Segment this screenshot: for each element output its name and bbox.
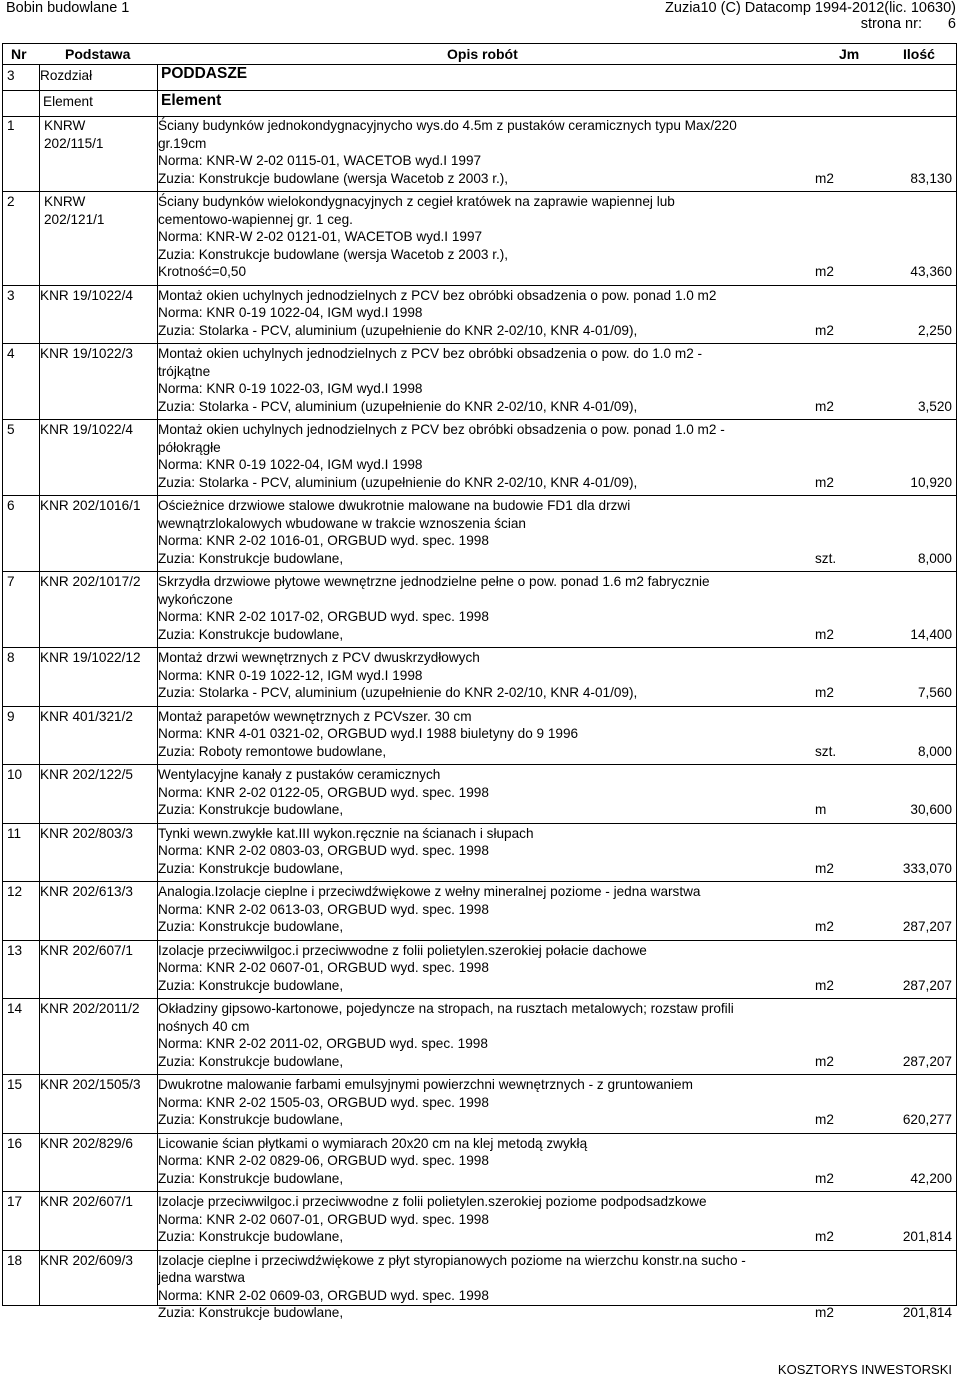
item-description-line: Zuzia: Stolarka - PCV, aluminium (uzupełnienie do KNR 2-02/10, KNR 4-01/09), xyxy=(158,474,638,490)
item-divider xyxy=(3,764,956,765)
item-nr: 13 xyxy=(7,942,23,958)
item-quantity: 30,600 xyxy=(910,802,952,817)
item-description-line: Wentylacyjne kanały z pustaków ceramicznych xyxy=(158,767,441,782)
item-nr: 4 xyxy=(7,346,15,361)
item-description-line: Izolacje cieplne i przeciwdźwiękowe z płyt styropianowych poziome na wierzchu konstr.na sucho - xyxy=(158,1252,746,1268)
item-podstawa: KNR 19/1022/3 xyxy=(40,346,133,361)
item-podstawa: KNR 19/1022/4 xyxy=(40,287,133,303)
item-divider xyxy=(3,823,956,824)
item-description-line: Zuzia: Konstrukcje budowlane, xyxy=(158,802,344,817)
item-quantity: 333,070 xyxy=(902,860,952,876)
item-podstawa: KNR 202/122/5 xyxy=(40,767,133,782)
item-description-line: Okładziny gipsowo-kartonowe, pojedyncze na stropach, na rusztach metalowych; rozstaw profili xyxy=(158,1001,734,1016)
item-nr: 1 xyxy=(7,118,15,133)
document-footer: KOSZTORYS INWESTORSKI xyxy=(777,1362,952,1377)
item-nr: 15 xyxy=(7,1077,23,1092)
item-description-line: Dwukrotne malowanie farbami emulsyjnymi powierzchni wewnętrznych - z gruntowaniem xyxy=(158,1077,693,1092)
item-description-line: cementowo-wapiennej gr. 1 ceg. xyxy=(158,211,353,227)
item-description-line: Zuzia: Roboty remontowe budowlane, xyxy=(158,743,387,759)
item-quantity: 43,360 xyxy=(910,264,952,279)
item-quantity: 201,814 xyxy=(902,1229,952,1244)
item-description-line: Zuzia: Konstrukcje budowlane, xyxy=(158,860,344,876)
item-description-line: Ściany budynków wielokondygnacyjnych z cegieł kratówek na zaprawie wapiennej lub xyxy=(158,194,675,209)
item-quantity: 287,207 xyxy=(902,1053,952,1069)
item-unit: szt. xyxy=(815,550,837,566)
item-quantity: 14,400 xyxy=(910,626,952,642)
item-description-line: Tynki wewn.zwykłe kat.III wykon.ręcznie na ścianach i słupach xyxy=(158,825,534,841)
item-description-line: nośnych 40 cm xyxy=(158,1018,250,1034)
item-unit: m2 xyxy=(815,977,834,993)
item-nr: 8 xyxy=(7,650,15,665)
item-podstawa: KNR 202/613/3 xyxy=(40,884,133,899)
item-quantity: 8,000 xyxy=(917,743,952,759)
item-description-line: Zuzia: Konstrukcje budowlane (wersja Wacetob z 2003 r.), xyxy=(158,170,509,186)
item-description-line: Norma: KNR 2-02 2011-02, ORGBUD wyd. spec. 1998 xyxy=(158,1036,488,1051)
item-quantity: 3,520 xyxy=(917,398,952,414)
item-divider xyxy=(3,881,956,882)
item-description-line: Montaż parapetów wewnętrznych z PCVszer. 30 cm xyxy=(158,708,472,724)
item-unit: m2 xyxy=(815,685,834,700)
item-divider xyxy=(3,647,956,648)
item-divider xyxy=(3,706,956,707)
item-divider xyxy=(3,343,956,344)
section-title: PODDASZE xyxy=(161,65,248,82)
item-podstawa: KNR 401/321/2 xyxy=(40,708,133,724)
item-description-line: Norma: KNR-W 2-02 0121-01, WACETOB wyd.I 1997 xyxy=(158,229,483,244)
item-divider xyxy=(3,419,956,420)
item-description-line: Montaż okien uchylnych jednodzielnych z PCV bez obróbki obsadzenia o pow. ponad 1.0 m2 xyxy=(158,287,717,303)
item-description-line: Norma: KNR 2-02 0829-06, ORGBUD wyd. spec. 1998 xyxy=(158,1153,489,1168)
item-podstawa: KNR 202/829/6 xyxy=(40,1135,133,1151)
item-description-line: Analogia.Izolacje cieplne i przeciwdźwiękowe z wełny mineralnej poziome - jedna warstwa xyxy=(158,884,701,899)
item-nr: 17 xyxy=(7,1194,23,1209)
item-quantity: 620,277 xyxy=(902,1112,952,1127)
item-nr: 18 xyxy=(7,1252,23,1268)
section-podstawa: Rozdział xyxy=(40,68,93,83)
item-quantity: 2,250 xyxy=(917,322,952,338)
page-indicator xyxy=(861,16,956,32)
item-nr: 11 xyxy=(7,825,22,841)
item-divider xyxy=(3,1250,956,1251)
item-divider xyxy=(3,571,956,572)
item-description-line: wykończone xyxy=(158,591,233,607)
item-quantity: 10,920 xyxy=(910,474,952,490)
column-header-opis: Opis robót xyxy=(447,46,518,62)
item-description-line: Norma: KNR-W 2-02 0115-01, WACETOB wyd.I 1997 xyxy=(158,153,482,168)
item-description-line: Zuzia: Konstrukcje budowlane, xyxy=(158,1229,344,1244)
item-description-line: Montaż okien uchylnych jednodzielnych z PCV bez obróbki obsadzenia o pow. ponad 1.0 m2 - xyxy=(158,422,725,437)
item-description-line: Montaż drzwi wewnętrznych z PCV dwuskrzydłowych xyxy=(158,650,480,665)
item-nr: 6 xyxy=(7,498,15,513)
item-nr: 2 xyxy=(7,194,15,209)
section-divider xyxy=(3,90,956,91)
item-description-line: Norma: KNR 2-02 1016-01, ORGBUD wyd. spec. 1998 xyxy=(158,533,489,548)
item-quantity: 42,200 xyxy=(910,1170,952,1186)
item-description-line: Norma: KNR 2-02 0803-03, ORGBUD wyd. spec. 1998 xyxy=(158,843,489,858)
item-divider xyxy=(3,1191,956,1192)
item-description-line: Zuzia: Stolarka - PCV, aluminium (uzupełnienie do KNR 2-02/10, KNR 4-01/09), xyxy=(158,685,638,700)
element-divider xyxy=(3,116,956,117)
item-description-line: Zuzia: Konstrukcje budowlane (wersja Wacetob z 2003 r.), xyxy=(158,246,509,262)
item-divider xyxy=(3,285,956,286)
item-description-line: Zuzia: Konstrukcje budowlane, xyxy=(158,977,344,993)
item-podstawa: KNR 202/607/1 xyxy=(40,942,133,958)
item-description-line: Ściany budynków jednokondygnacyjnycho wys.do 4.5m z pustaków ceramicznych typu Max/220 xyxy=(158,118,737,133)
column-header-ilosc: Ilość xyxy=(903,46,935,62)
estimate-table xyxy=(2,43,957,1320)
item-description-line: Norma: KNR 2-02 0609-03, ORGBUD wyd. spec. 1998 xyxy=(158,1287,489,1303)
item-unit: szt. xyxy=(815,743,837,759)
item-description-line: Izolacje przeciwwilgoc.i przeciwwodne z folii polietylen.szerokiej poziome podpodsadzkowe xyxy=(158,1194,707,1209)
item-description-line: Norma: KNR 0-19 1022-03, IGM wyd.I 1998 xyxy=(158,381,423,396)
item-unit: m2 xyxy=(815,626,834,642)
item-nr: 7 xyxy=(7,574,15,589)
item-nr: 10 xyxy=(7,767,23,782)
column-header-podstawa: Podstawa xyxy=(65,46,131,62)
item-quantity: 83,130 xyxy=(910,170,952,186)
item-unit: m2 xyxy=(815,1053,834,1069)
item-nr: 12 xyxy=(7,884,23,899)
item-divider xyxy=(3,940,956,941)
item-divider xyxy=(3,998,956,999)
item-podstawa: 202/121/1 xyxy=(44,211,105,227)
item-description-line: Norma: KNR 2-02 0122-05, ORGBUD wyd. spec. 1998 xyxy=(158,784,489,800)
column-header-nr: Nr xyxy=(11,46,27,62)
item-description-line: Zuzia: Konstrukcje budowlane, xyxy=(158,550,344,566)
page-header xyxy=(0,0,960,44)
item-unit: m2 xyxy=(815,1170,834,1186)
item-quantity: 201,814 xyxy=(902,1305,952,1320)
item-podstawa: KNRW xyxy=(44,194,86,209)
project-name: Bobin budowlane 1 xyxy=(6,0,130,16)
header-divider xyxy=(3,64,956,65)
item-podstawa: 202/115/1 xyxy=(44,135,104,151)
item-description-line: gr.19cm xyxy=(158,135,207,151)
item-description-line: Zuzia: Konstrukcje budowlane, xyxy=(158,626,344,642)
item-description-line: Zuzia: Stolarka - PCV, aluminium (uzupełnienie do KNR 2-02/10, KNR 4-01/09), xyxy=(158,322,638,338)
item-unit: m2 xyxy=(815,1229,834,1244)
item-podstawa: KNR 202/1505/3 xyxy=(40,1077,141,1092)
item-description-line: Zuzia: Konstrukcje budowlane, xyxy=(158,919,344,934)
item-unit: m2 xyxy=(815,1305,834,1320)
item-nr: 9 xyxy=(7,708,15,724)
item-description-line: Norma: KNR 0-19 1022-04, IGM wyd.I 1998 xyxy=(158,305,423,320)
page-number: 6 xyxy=(947,16,956,32)
item-podstawa: KNR 202/2011/2 xyxy=(40,1001,140,1016)
item-podstawa: KNR 202/803/3 xyxy=(40,825,133,841)
item-quantity: 287,207 xyxy=(902,977,952,993)
item-description-line: trójkątne xyxy=(158,363,211,379)
item-nr: 16 xyxy=(7,1135,23,1151)
item-divider xyxy=(3,1133,956,1134)
item-podstawa: KNR 202/1016/1 xyxy=(40,498,141,513)
item-description-line: Norma: KNR 0-19 1022-12, IGM wyd.I 1998 xyxy=(158,667,423,683)
item-description-line: Norma: KNR 4-01 0321-02, ORGBUD wyd.I 1988 biuletyny do 9 1996 xyxy=(158,726,579,741)
item-unit: m xyxy=(815,802,827,817)
item-description-line: Izolacje przeciwwilgoc.i przeciwwodne z folii polietylen.szerokiej połacie dachowe xyxy=(158,942,647,958)
item-description-line: Zuzia: Konstrukcje budowlane, xyxy=(158,1112,344,1127)
item-description-line: Licowanie ścian płytkami o wymiarach 20x20 cm na klej metodą zwykłą xyxy=(158,1135,588,1151)
item-divider xyxy=(3,191,956,192)
item-unit: m2 xyxy=(815,860,834,876)
item-description-line: Ościeżnice drzwiowe stalowe dwukrotnie malowane na budowie FD1 dla drzwi xyxy=(158,498,631,513)
item-unit: m2 xyxy=(815,398,834,414)
item-podstawa: KNR 19/1022/12 xyxy=(40,650,141,665)
item-description-line: Norma: KNR 2-02 0607-01, ORGBUD wyd. spec. 1998 xyxy=(158,1211,489,1227)
item-description-line: Krotność=0,50 xyxy=(158,264,247,279)
item-nr: 5 xyxy=(7,422,15,437)
item-quantity: 7,560 xyxy=(917,685,952,700)
item-unit: m2 xyxy=(815,264,834,279)
item-nr: 14 xyxy=(7,1001,23,1016)
item-description-line: Zuzia: Konstrukcje budowlane, xyxy=(158,1170,344,1186)
item-description-line: Zuzia: Stolarka - PCV, aluminium (uzupełnienie do KNR 2-02/10, KNR 4-01/09), xyxy=(158,398,638,414)
item-description-line: wewnątrzlokalowych wbudowane w trakcie wznoszenia ścian xyxy=(158,515,526,531)
column-header-jm: Jm xyxy=(839,46,860,62)
item-description-line: Skrzydła drzwiowe płytowe wewnętrzne jednodzielne pełne o pow. ponad 1.6 m2 fabrycznie xyxy=(158,574,710,589)
item-unit: m2 xyxy=(815,919,834,934)
item-description-line: Norma: KNR 2-02 0613-03, ORGBUD wyd. spec. 1998 xyxy=(158,901,489,917)
item-unit: m2 xyxy=(815,170,834,186)
item-divider xyxy=(3,495,956,496)
item-podstawa: KNRW xyxy=(44,118,86,133)
item-description-line: Norma: KNR 2-02 1017-02, ORGBUD wyd. spec. 1998 xyxy=(158,609,489,624)
page-label: strona nr: xyxy=(860,16,922,32)
item-unit: m2 xyxy=(815,322,834,338)
item-description-line: jedna warstwa xyxy=(158,1270,245,1285)
item-nr: 3 xyxy=(7,287,15,303)
section-nr: 3 xyxy=(7,68,15,83)
item-description-line: Norma: KNR 2-02 1505-03, ORGBUD wyd. spec. 1998 xyxy=(158,1094,489,1110)
element-label: Element xyxy=(43,94,93,109)
item-quantity: 8,000 xyxy=(917,550,952,566)
column-divider-nr xyxy=(39,64,40,1305)
item-unit: m2 xyxy=(815,474,834,490)
item-description-line: Zuzia: Konstrukcje budowlane, xyxy=(158,1053,344,1069)
item-description-line: Montaż okien uchylnych jednodzielnych z PCV bez obróbki obsadzenia o pow. do 1.0 m2 - xyxy=(158,346,703,361)
item-description-line: Norma: KNR 0-19 1022-04, IGM wyd.I 1998 xyxy=(158,457,423,472)
item-podstawa: KNR 202/1017/2 xyxy=(40,574,141,589)
item-description-line: półokrągłe xyxy=(158,439,221,455)
item-podstawa: KNR 19/1022/4 xyxy=(40,422,133,437)
item-podstawa: KNR 202/607/1 xyxy=(40,1194,133,1209)
item-unit: m2 xyxy=(815,1112,834,1127)
item-quantity: 287,207 xyxy=(902,919,952,934)
item-podstawa: KNR 202/609/3 xyxy=(40,1252,133,1268)
software-info: Zuzia10 (C) Datacomp 1994-2012(lic. 10630) xyxy=(665,0,956,16)
element-heading: Element xyxy=(161,92,222,109)
item-description-line: Norma: KNR 2-02 0607-01, ORGBUD wyd. spec. 1998 xyxy=(158,960,489,975)
item-description-line: Zuzia: Konstrukcje budowlane, xyxy=(158,1305,344,1320)
item-divider xyxy=(3,1074,956,1075)
